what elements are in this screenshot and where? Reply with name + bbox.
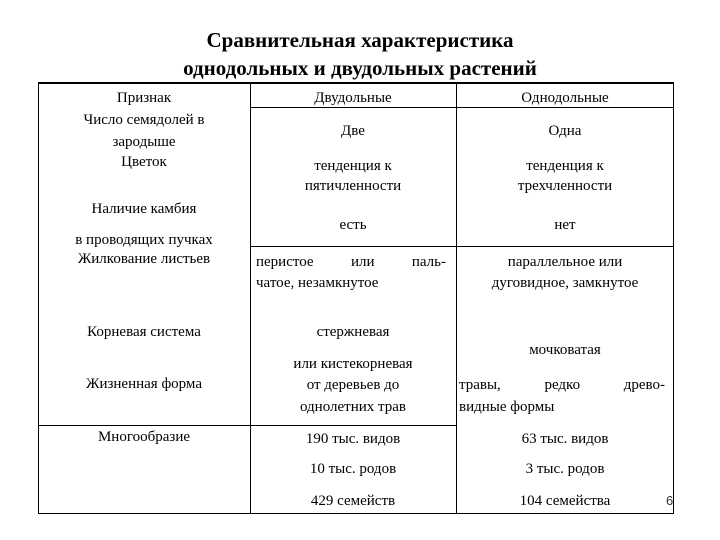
row-divider-2 bbox=[250, 246, 674, 247]
row-label-venation: Жилкование листьев bbox=[77, 251, 211, 267]
lifeform-dicots-2: однолетних трав bbox=[299, 399, 406, 415]
page-number: 6 bbox=[666, 493, 674, 508]
diversity-dicots-families: 429 семейств bbox=[310, 493, 396, 509]
diversity-dicots-genera: 10 тыс. родов bbox=[309, 461, 397, 477]
flower-dicots-1: тенденция к bbox=[314, 158, 392, 174]
comparison-table bbox=[38, 82, 674, 514]
roots-monocots: мочковатая bbox=[529, 342, 601, 358]
lifeform-monocots-1: травы, редко древо- bbox=[459, 377, 665, 393]
header-dicots: Двудольные bbox=[314, 90, 392, 106]
flower-dicots-2: пятичленности bbox=[304, 178, 402, 194]
venation-dicots-1: перистое или паль- bbox=[256, 254, 446, 270]
cambium-monocots: нет bbox=[554, 217, 576, 233]
row-label-cambium-2: в проводящих пучках bbox=[75, 232, 213, 248]
column-divider-1 bbox=[250, 82, 251, 514]
row-label-root-system: Корневая система bbox=[87, 324, 201, 340]
row-divider-1 bbox=[250, 107, 674, 108]
row-label-diversity: Многообразие bbox=[97, 429, 191, 445]
venation-monocots-2: дуговидное, замкнутое bbox=[491, 275, 639, 291]
row-label-life-form: Жизненная форма bbox=[86, 376, 202, 392]
row-label-cotyledons-1: Число семядолей в bbox=[83, 112, 205, 128]
slide-title-line2: однодольных и двудольных растений bbox=[183, 56, 537, 80]
row-divider-3 bbox=[38, 425, 456, 426]
slide-title-line1: Сравнительная характеристика bbox=[206, 28, 514, 52]
cotyledons-monocots: Одна bbox=[548, 123, 582, 139]
flower-monocots-1: тенденция к bbox=[526, 158, 604, 174]
table-bottom-border bbox=[38, 513, 674, 514]
table-top-border bbox=[38, 82, 674, 84]
row-label-flower: Цветок bbox=[121, 154, 167, 170]
diversity-monocots-families: 104 семейства bbox=[519, 493, 611, 509]
cotyledons-dicots: Две bbox=[341, 123, 365, 139]
diversity-dicots-species: 190 тыс. видов bbox=[305, 431, 401, 447]
row-label-cambium-1: Наличие камбия bbox=[91, 201, 197, 217]
cambium-dicots: есть bbox=[339, 217, 367, 233]
header-monocots: Однодольные bbox=[521, 90, 609, 106]
roots-dicots-2: или кистекорневая bbox=[293, 356, 413, 372]
roots-dicots-1: стержневая bbox=[316, 324, 390, 340]
header-feature: Признак bbox=[116, 90, 172, 106]
column-divider-2 bbox=[456, 82, 457, 514]
row-label-cotyledons-2: зародыше bbox=[112, 134, 176, 150]
venation-monocots-1: параллельное или bbox=[507, 254, 623, 270]
venation-dicots-2: чатое, незамкнутое bbox=[256, 275, 379, 291]
diversity-monocots-genera: 3 тыс. родов bbox=[525, 461, 605, 477]
table-right-border bbox=[673, 82, 674, 514]
lifeform-dicots-1: от деревьев до bbox=[306, 377, 400, 393]
diversity-monocots-species: 63 тыс. видов bbox=[521, 431, 609, 447]
lifeform-monocots-2: видные формы bbox=[459, 399, 555, 415]
flower-monocots-2: трехчленности bbox=[517, 178, 613, 194]
